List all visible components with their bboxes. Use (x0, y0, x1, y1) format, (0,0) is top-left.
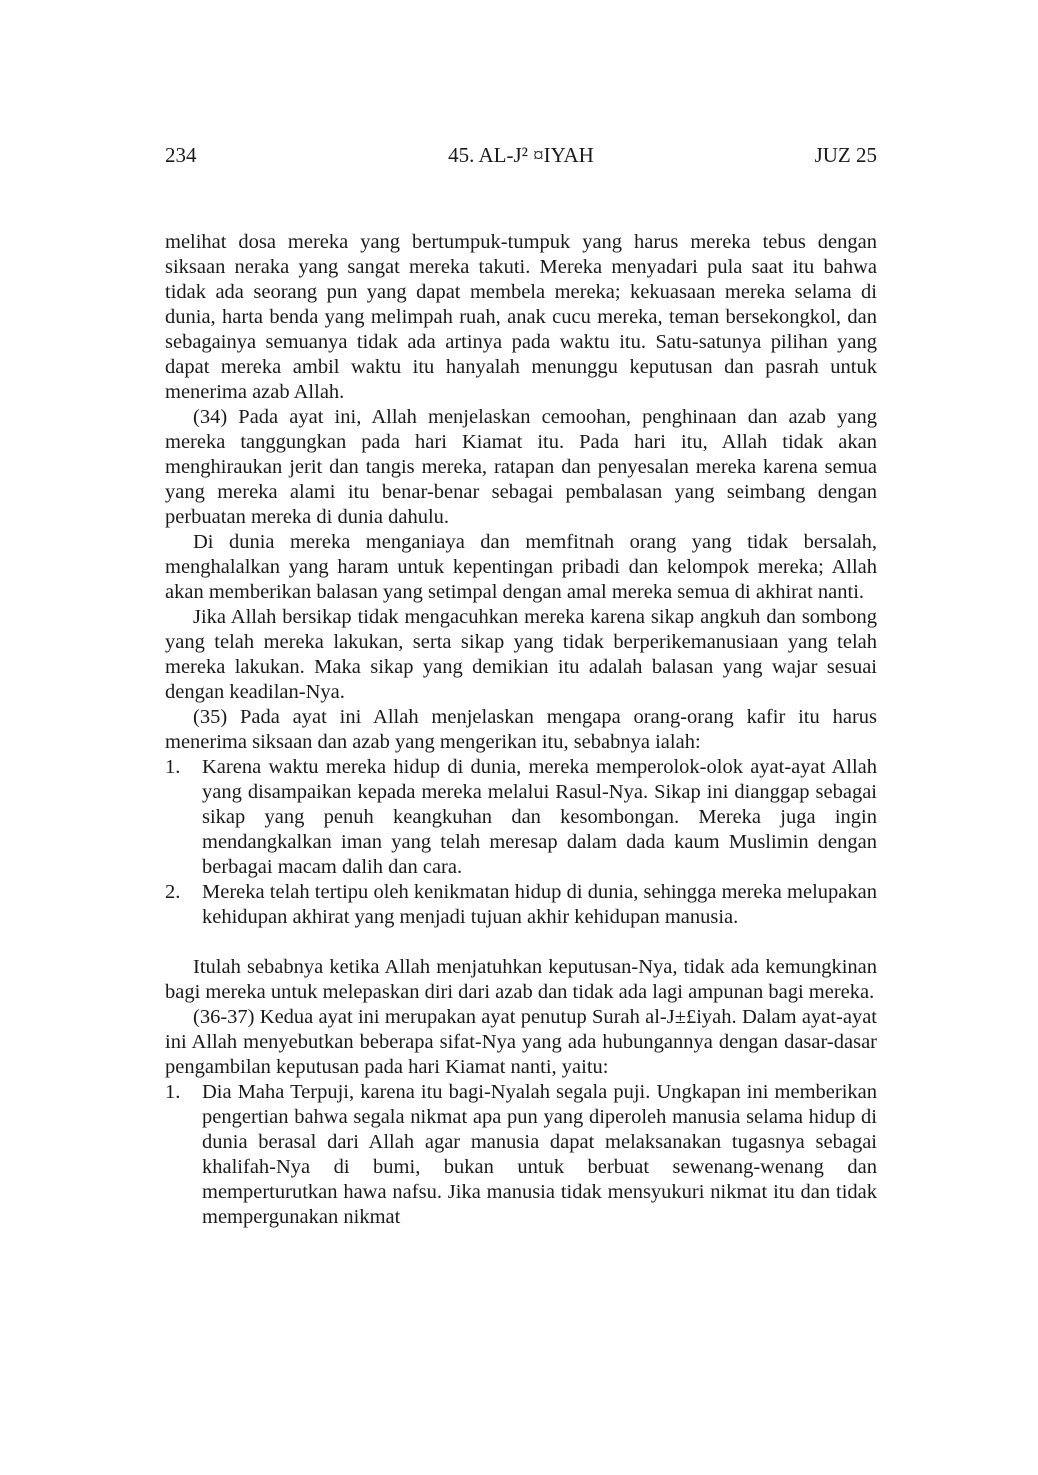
page-number: 234 (165, 143, 197, 167)
page-header (165, 143, 877, 168)
list-item-sifat-1 (165, 1080, 877, 1230)
paragraph-jika-allah: Jika Allah bersikap tidak mengacuhkan mereka karena sikap angkuh dan sombong yang telah mereka lakukan, serta sikap yang tidak berperikemanusiaan yang telah mereka lakukan. Maka sikap yang demikian itu adalah balasan yang wajar sesuai dengan keadilan-Nya. (165, 606, 877, 703)
list-item-text: Mereka telah tertipu oleh kenikmatan hidup di dunia, sehingga mereka melupakan kehidupan akhirat yang menjadi tujuan akhir kehidupan manusia. (202, 881, 877, 928)
paragraph-ayat-35: (35) Pada ayat ini Allah menjelaskan mengapa orang-orang kafir itu harus menerima siksaan dan azab yang mengerikan itu, sebabnya ialah: (165, 706, 877, 753)
list-marker: 2. (165, 881, 181, 903)
list-marker: 1. (165, 1081, 181, 1103)
list-marker: 1. (165, 756, 181, 778)
list-item-reason-2 (165, 880, 877, 930)
paragraph-di-dunia: Di dunia mereka menganiaya dan memfitnah orang yang tidak bersalah, menghalalkan yang haram untuk kepentingan pribadi dan kelompok mereka; Allah akan memberikan balasan yang setimpal dengan amal mereka semua di akhirat nanti. (165, 531, 877, 603)
paragraph-itulah: Itulah sebabnya ketika Allah menjatuhkan keputusan-Nya, tidak ada kemungkinan bagi mereka untuk melepaskan diri dari azab dan tidak ada lagi ampunan bagi mereka. (165, 956, 877, 1003)
paragraph-ayat-34: (34) Pada ayat ini, Allah menjelaskan cemoohan, penghinaan dan azab yang mereka tanggungkan pada hari Kiamat itu. Pada hari itu, Allah tidak akan menghiraukan jerit dan tangis mereka, ratapan dan penyesalan mereka karena semua yang mereka alami itu benar-benar sebagai pembalasan yang seimbang dengan perbuatan mereka di dunia dahulu. (165, 406, 877, 528)
paragraph-continuation: melihat dosa mereka yang bertumpuk-tumpuk yang harus mereka tebus dengan siksaan neraka yang sangat mereka takuti. Mereka menyadari pula saat itu bahwa tidak ada seorang pun yang dapat membela mereka; kekuasaan mereka selama di dunia, harta benda yang melimpah ruah, anak cucu mereka, teman bersekongkol, dan sebagainya semuanya tidak ada artinya pada waktu itu. Satu-satunya pilihan yang dapat mereka ambil waktu itu hanyalah menunggu keputusan dan pasrah untuk menerima azab Allah. (165, 231, 877, 403)
list-item-text: Dia Maha Terpuji, karena itu bagi-Nyalah segala puji. Ungkapan ini memberikan pengertian bahwa segala nikmat apa pun yang diperoleh manusia selama hidup di dunia berasal dari Allah agar manusia dapat melaksanakan tugasnya sebagai khalifah-Nya di bumi, bukan untuk berbuat sewenang-wenang dan memperturutkan hawa nafsu. Jika manusia tidak mensyukuri nikmat itu dan tidak mempergunakan nikmat (202, 1081, 877, 1228)
paragraph-ayat-36-37: (36-37) Kedua ayat ini merupakan ayat penutup Surah al-J±£iyah. Dalam ayat-ayat ini Allah menyebutkan beberapa sifat-Nya yang ada hubungannya dengan dasar-dasar pengambilan keputusan pada hari Kiamat nanti, yaitu: (165, 1006, 877, 1078)
surah-header-title: 45. AL-J² ¤IYAH (448, 143, 594, 167)
list-item-reason-1 (165, 755, 877, 880)
page-body (165, 230, 877, 1230)
list-item-text: Karena waktu mereka hidup di dunia, mereka memperolok-olok ayat-ayat Allah yang disampaikan kepada mereka melalui Rasul-Nya. Sikap ini dianggap sebagai sikap yang penuh keangkuhan dan kesombongan. Mereka juga ingin mendangkalkan iman yang telah meresap dalam dada kaum Muslimin dengan berbagai macam dalih dan cara. (202, 756, 877, 878)
juz-label: JUZ 25 (814, 143, 877, 167)
